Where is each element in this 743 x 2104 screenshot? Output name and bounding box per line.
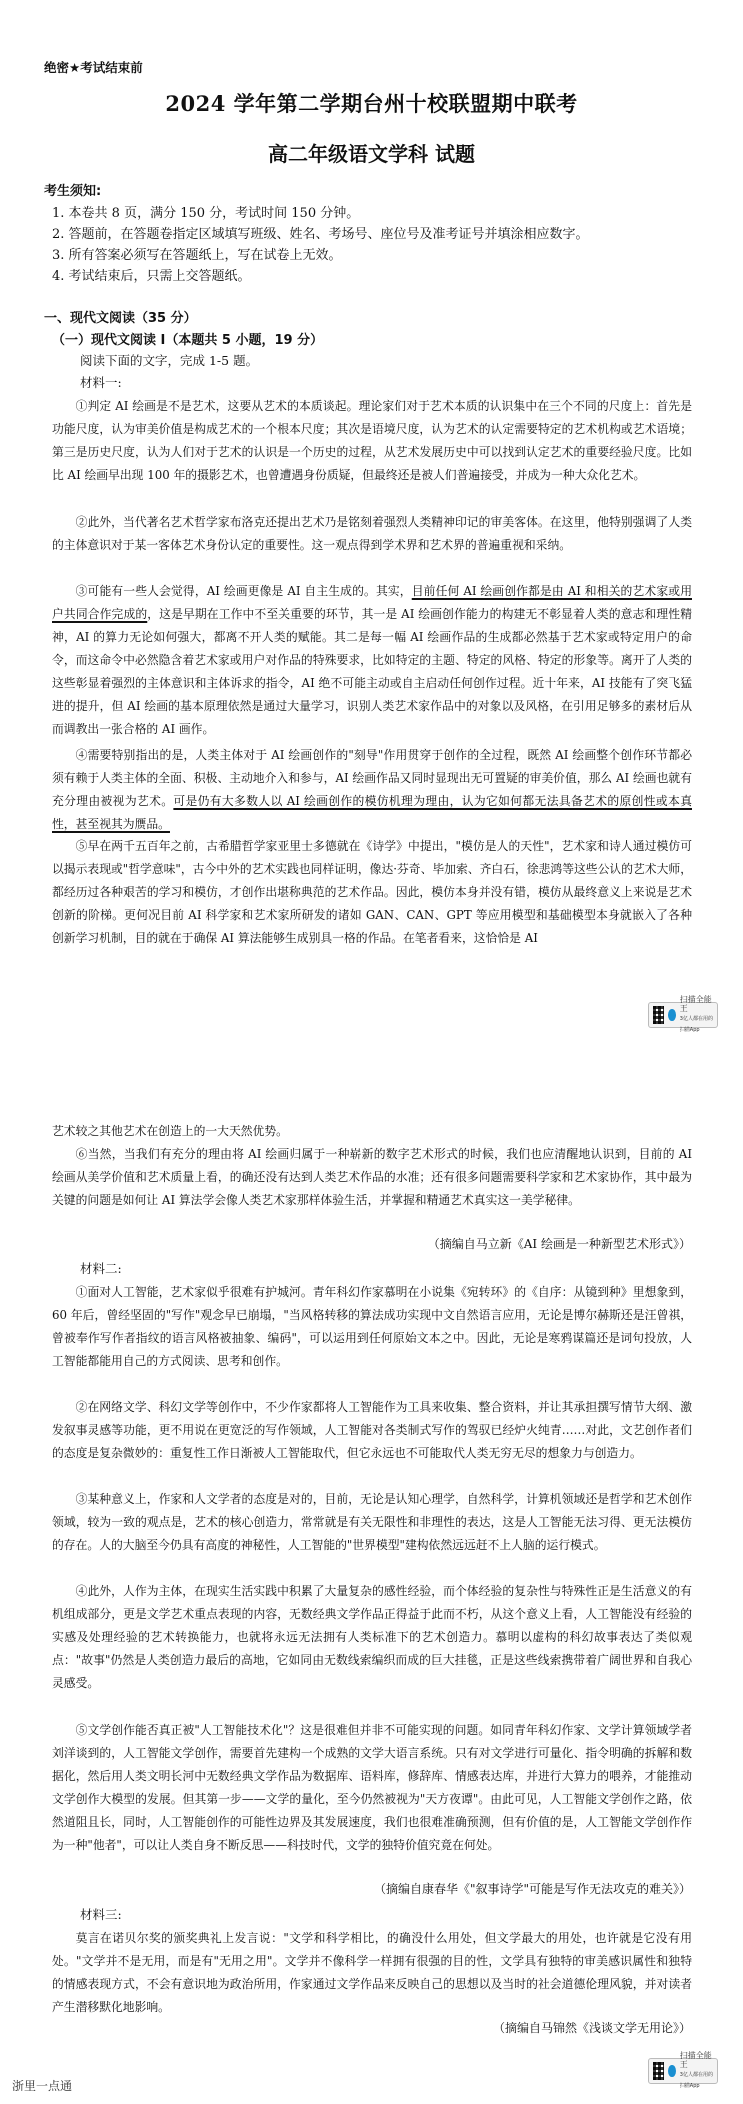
m1-paragraph-5: ⑤早在两千五百年之前，古希腊哲学家亚里士多德就在《诗学》中提出，"模仿是人的天性"，艺术家和诗人通过模仿可以揭示表现或"哲学意味"，古今中外的艺术实践也同样证明，像达·芬奇、毕加索、齐白石，徐悲鸿等这些公认的艺术大师，都经历过各种艰苦的学习和模仿，才创作出堪称典范的艺术作品。因此，模仿本身并没有错，模仿从最终意义上来说是艺术创新的阶梯。更何况目前 AI 科学家和艺术家所研发的诸如 GAN、CAN、GPT 等应用模型和基础模型本身就嵌入了各种创新学习机制，目的就在于确保 AI 算法能够生成别具一格的作品。在笔者看来，这恰恰是 AI [52, 839, 692, 945]
m2-paragraph-3: ③某种意义上，作家和人文学者的态度是对的，目前，无论是认知心理学，自然科学，计算机领域还是哲学和艺术创作领域，较为一致的观点是，艺术的核心创造力，常常就是有关无限性和非理性的表达，这是人工智能无法习得、更无法模仿的存在。人的大脑至今仍具有高度的神秘性，人工智能的"世界模型"建构依然远远赶不上人脑的运行模式。 [52, 1492, 692, 1552]
m3-source: （摘编自马锦然《浅谈文学无用论》） [492, 2021, 691, 2035]
scanner-watermark [648, 2051, 718, 2089]
m1-p4-underlined: 可是仍有大多数人以 AI 绘画创作的模仿机理为理由，认为它如何都无法具备艺术的原创性或本真性，甚至视其为赝品。 [52, 794, 692, 831]
m1-paragraph-4 [52, 744, 692, 836]
m2-paragraph-5: ⑤文学创作能否真正被"人工智能技术化"？这是很难但并非不可能实现的问题。如同青年科幻作家、文学计算领域学者刘洋谈到的，人工智能文学创作，需要首先建构一个成熟的文学大语言系统。只有对文学进行可量化、指令明确的拆解和数据化，然后用人类文明长河中无数经典文学作品为数据库、语料库，修辞库、情感表达库，并进行大算力的喂养，才能推动文学创作大模型的发展。但其第一步——文学的量化，至今仍然被视为"天方夜谭"。由此可见，人工智能文学创作之路，依然道阻且长，同时，人工智能创作的可能性边界及其发展速度，我们也很难准确预测，但有价值的是，人工智能文学创作作为一种"他者"，可以让人类自身不断反思——科技时代，文学的独特价值究竟在何处。 [52, 1723, 692, 1852]
qr-code-icon [653, 1006, 664, 1024]
m2-paragraph-2: ②在网络文学、科幻文学等创作中，不少作家都将人工智能作为工具来收集、整合资料，并让其承担撰写情节大纲、激发叙事灵感等功能，更不用说在更宽泛的写作领域，人工智能对各类制式写作的驾驭已经炉火纯青……对此，文艺创作者们的态度是复杂微妙的：重复性工作日渐被人工智能取代，但它永远也不可能取代人类无穷无尽的想象力与创造力。 [52, 1400, 692, 1460]
m1-p3-underlined: 目前任何 AI 绘画创作都是由 AI 和相关的艺术家或用户共同合作完成的 [52, 584, 692, 621]
m3-paragraph-1: 莫言在诺贝尔奖的颁奖典礼上发言说："文学和科学相比，的确没什么用处，但文学最大的用处，也许就是它没有用处。"文学并不是无用，而是有"无用之用"。文学并不像科学一样拥有很强的目的性，文学具有独特的审美感识属性和独特的情感表现方式，不会有意识地为政治所用，作家通过文学作品来反映自己的思想以及当时的社会道德伦理风貌，并对读者产生潜移默化地影响。 [52, 1931, 692, 2014]
m2-source: （摘编自康春华《"叙事诗学"可能是写作无法攻克的难关》） [373, 1882, 691, 1896]
exam-subtitle: 高二年级语文学科 试题 [268, 142, 475, 166]
material2-label: 材料二: [80, 1261, 122, 1276]
notice-item: 2. 答题前，在答题卷指定区域填写班级、姓名、考场号、座位号及准考证号并填涂相应数字。 [52, 227, 589, 242]
m1-paragraph-1: ①判定 AI 绘画是不是艺术，这要从艺术的本质谈起。理论家们对于艺术本质的认识集中在三个不同的尺度上：首先是功能尺度，认为审美价值是构成艺术的一个根本尺度；其次是语境尺度，认为艺术的认定需要特定的艺术机构或艺术语境；第三是历史尺度，认为人们对于艺术的认识是一个历史的过程，从艺术发展历史中可以找到认定艺术的重要经验尺度。比如比 AI 绘画早出现 100 年的摄影艺术，也曾遭遇身份质疑，但最终还是被人们普遍接受，并成为一种大众化艺术。 [52, 399, 692, 482]
m1-paragraph-6: ⑥当然，当我们有充分的理由将 AI 绘画归属于一种崭新的数字艺术形式的时候，我们也应清醒地认识到，目前的 AI 绘画从美学价值和艺术质量上看，的确还没有达到人类艺术作品的水准；还有很多问题需要科学家和艺术家协作，其中最为关键的问题是如何让 AI 算法学会像人类艺术家那样体验生活，并掌握和精通艺术真实这一美学秘律。 [52, 1147, 692, 1207]
subsection-heading: （一）现代文阅读 I（本题共 5 小题，19 分） [52, 333, 324, 348]
notice-item: 3. 所有答案必须写在答题纸上，写在试卷上无效。 [52, 248, 342, 263]
m1-paragraph-3 [52, 580, 692, 741]
watermark-text: 扫描全能王 3亿人都在用的扫描App [679, 995, 713, 1033]
exam-title: 2024 学年第二学期台州十校联盟期中联考 [165, 91, 578, 116]
instruction: 阅读下面的文字，完成 1-5 题。 [80, 353, 259, 368]
notice-item: 1. 本卷共 8 页，满分 150 分，考试时间 150 分钟。 [52, 206, 360, 221]
m1-p4-start: ④需要特别指出的是，人类主体对于 AI 绘画创作的"刻导"作用贯穿于创作的全过程，既然 AI 绘画整个创作环节都必须有赖于人类主体的全面、积极、主动地介入和参与，AI 绘画作品又同时显现出无可置疑的审美价值，那么 AI 绘画也就有充分理由被视为艺术。 [52, 748, 692, 808]
footer-label: 浙里一点通 [12, 2079, 73, 2093]
notice-heading: 考生须知: [44, 184, 102, 199]
scanner-logo-icon [668, 1009, 676, 1021]
m1-source: （摘编自马立新《AI 绘画是一种新型艺术形式》） [427, 1237, 691, 1251]
m2-paragraph-1: ①面对人工智能，艺术家似乎很难有护城河。青年科幻作家慕明在小说集《宛转环》的《自序：从镜到种》里想象到，60 年后，曾经坚固的"写作"观念早已崩塌，"当风格转移的算法成功实现中文自然语言应用，无论是博尔赫斯还是汪曾祺，曾被奉作写作者指纹的语言风格被抽象、编码"，可以运用到任何原始文本之中。因此，无论是寒鸦谋篇还是词句投放，人工智能都能用自己的方式阅读、思考和创作。 [52, 1285, 692, 1368]
scanner-logo-icon [668, 2065, 676, 2077]
watermark-text: 扫描全能王 3亿人都在用的扫描App [679, 2051, 713, 2089]
m1-p3-start: ③可能有一些人会觉得，AI 绘画更像是 AI 自主生成的。其实， [75, 584, 412, 598]
m1-paragraph-2: ②此外，当代著名艺术哲学家布洛克还提出艺术乃是铭刻着强烈人类精神印记的审美客体。在这里，他特别强调了人类的主体意识对于某一客体艺术身份认定的重要性。这一观点得到学术界和艺术界的普遍重视和采纳。 [52, 515, 692, 552]
notice-item: 4. 考试结束后，只需上交答题纸。 [52, 269, 251, 284]
m1-p3-rest: ，这是早期在工作中不至关重要的环节，其一是 AI 绘画创作能力的构建无不彰显着人类的意志和理性精神，AI 的算力无论如何强大，都离不开人类的赋能。其二是每一幅 AI 绘画作品的生成都必然基于艺术家或特定用户的命令，而这命令中必然隐含着艺术家或用户对作品的特殊要求，比如特定的主题、特定的风格、特定的形象等。离开了人类的这些彰显着强烈的主体意识和主体诉求的指令，AI 绝不可能主动或自主启动任何创作过程。近十年来，AI 技能有了突飞猛进的提升，但 AI 绘画的基本原理依然是通过大量学习，识别人类艺术家作品中的对象以及风格，在引用足够多的素材后从而调教出一张合格的 AI 画作。 [52, 607, 692, 736]
m2-paragraph-4: ④此外，人作为主体，在现实生活实践中积累了大量复杂的感性经验，而个体经验的复杂性与特殊性正是生活意义的有机组成部分，更是文学艺术重点表现的内容，无数经典文学作品正得益于此而不朽，从这个意义上看，人工智能没有经验的实感及处理经验的艺术转换能力，也就将永远无法拥有人类标准下的艺术创造力。慕明以虚构的科幻故事表达了类似观点："故事"仍然是人类创造力最后的高地，它如同由无数线索编织而成的巨大挂毯，正是这些线索携带着广阔世界和自我心灵感受。 [52, 1584, 692, 1690]
material1-label: 材料一: [80, 375, 122, 390]
secret-label: 绝密★考试结束前 [44, 60, 143, 75]
section-heading: 一、现代文阅读（35 分） [44, 311, 197, 326]
scanner-watermark [648, 995, 718, 1033]
qr-code-icon [653, 2062, 664, 2080]
m1-paragraph-5-continued: 艺术较之其他艺术在创造上的一大天然优势。 [52, 1124, 288, 1138]
material3-label: 材料三: [80, 1907, 122, 1922]
